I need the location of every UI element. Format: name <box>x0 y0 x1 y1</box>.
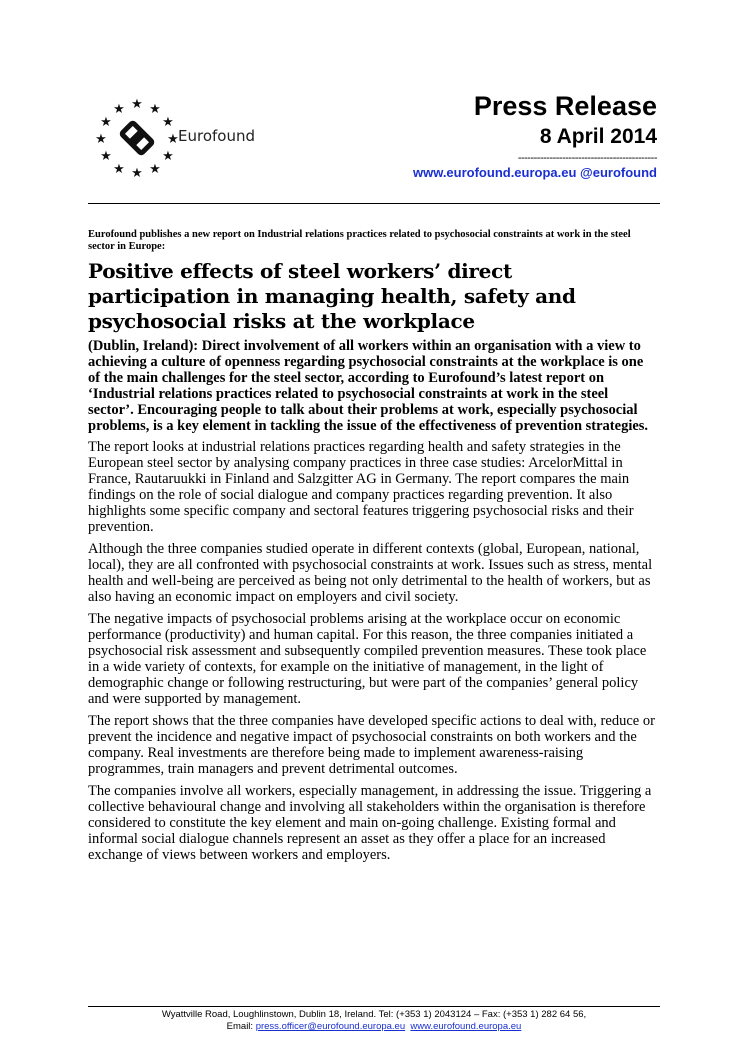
svg-text:★: ★ <box>100 115 112 130</box>
svg-text:★: ★ <box>149 162 161 177</box>
body-paragraph: The companies involve all workers, especially management, in addressing the issue. Triggering a collective behavioural change and involving all stakeholders within the organisation is therefore considered to constitute the key element and main on-going challenge. Existing formal and informal social dialogue channels represent an asset as they offer a place for an increased exchange of views between workers and employers. <box>88 783 652 863</box>
body-paragraph: Although the three companies studied operate in different contexts (global, European, national, local), they are all confronted with psychosocial constraints at work. Issues such as stress, mental health and well-being are perceived as being not only detrimental to the health of workers, but as also having an economic impact on employers and civil society. <box>88 541 653 605</box>
svg-text:★: ★ <box>167 132 179 147</box>
svg-text:★: ★ <box>131 166 143 180</box>
svg-text:★: ★ <box>100 149 112 164</box>
footer-address: Wyattville Road, Loughlinstown, Dublin 18, Ireland. Tel: (+353 1) 2043124 – Fax: (+353 1) 282 64 56, <box>161 1009 587 1020</box>
header-rule <box>88 203 660 204</box>
header-web-link[interactable]: www.eurofound.europa.eu @eurofound <box>412 165 657 180</box>
footer-rule <box>88 1006 660 1007</box>
body-paragraph: The negative impacts of psychosocial problems arising at the workplace occur on economic performance (productivity) and human capital. For this reason, the three companies initiated a psychosocial risk assessment and subsequently compiled prevention measures. These took place in a wide variety of contexts, for example on the initiative of management, in the light of demographic change or following restructuring, but were part of the companies’ general policy and were supported by management. <box>88 611 647 707</box>
svg-text:★: ★ <box>162 115 174 130</box>
svg-text:★: ★ <box>131 97 143 112</box>
release-date: 8 April 2014 <box>539 125 657 148</box>
article-intro: Eurofound publishes a new report on Industrial relations practices related to psychosocial constraints at work in the steel sector in Europe: <box>88 229 631 252</box>
email-link[interactable]: press.officer@eurofound.europa.eu <box>255 1021 406 1032</box>
body-paragraph: The report shows that the three companies have developed specific actions to deal with, reduce or prevent the incidence and negative impact of psychosocial constraints on both workers and the company. Real investments are therefore being made to implement awareness-raising programmes, train managers and prevent detrimental outcomes. <box>88 713 655 777</box>
svg-text:★: ★ <box>162 149 174 164</box>
document-type: Press Release <box>473 91 657 121</box>
svg-text:★: ★ <box>113 102 125 117</box>
email-label: Email: <box>226 1021 254 1032</box>
logo-text: Eurofound <box>178 127 255 145</box>
lead-paragraph: (Dublin, Ireland): Direct involvement of all workers within an organisation with a view to achieving a culture of openness regarding psychosocial constraints at the workplace is one of the main challenges for the steel sector, according to Eurofound’s latest report on ‘Industrial relations practices related to psychosocial constraints at work in the steel sector’. Encouraging people to talk about their problems at work, especially psychosocial problems, is a key element in tackling the issue of the effectiveness of prevention strategies. <box>88 338 649 434</box>
svg-text:★: ★ <box>149 102 161 117</box>
article <box>88 229 656 869</box>
body-paragraph: The report looks at industrial relations practices regarding health and safety strategies in the European steel sector by analysing company practices in three case studies: ArcelorMittal in France, Rautaruukki in Finland and Salzgitter AG in Germany. The report compares the main findings on the role of social dialogue and company practices regarding prevention. It also highlights some specific company and sectoral features triggering psychosocial risks and their prevention. <box>88 439 634 535</box>
footer <box>88 1009 660 1033</box>
headline: Positive effects of steel workers’ direct participation in managing health, safety and psychosocial risks at the workplace <box>88 259 576 333</box>
press-release-header <box>413 90 657 182</box>
svg-text:★: ★ <box>95 132 107 147</box>
eurofound-logo <box>92 96 182 180</box>
header-divider: -------------------------------------------- <box>517 152 657 164</box>
svg-text:★: ★ <box>113 162 125 177</box>
website-link[interactable]: www.eurofound.europa.eu <box>410 1021 522 1032</box>
